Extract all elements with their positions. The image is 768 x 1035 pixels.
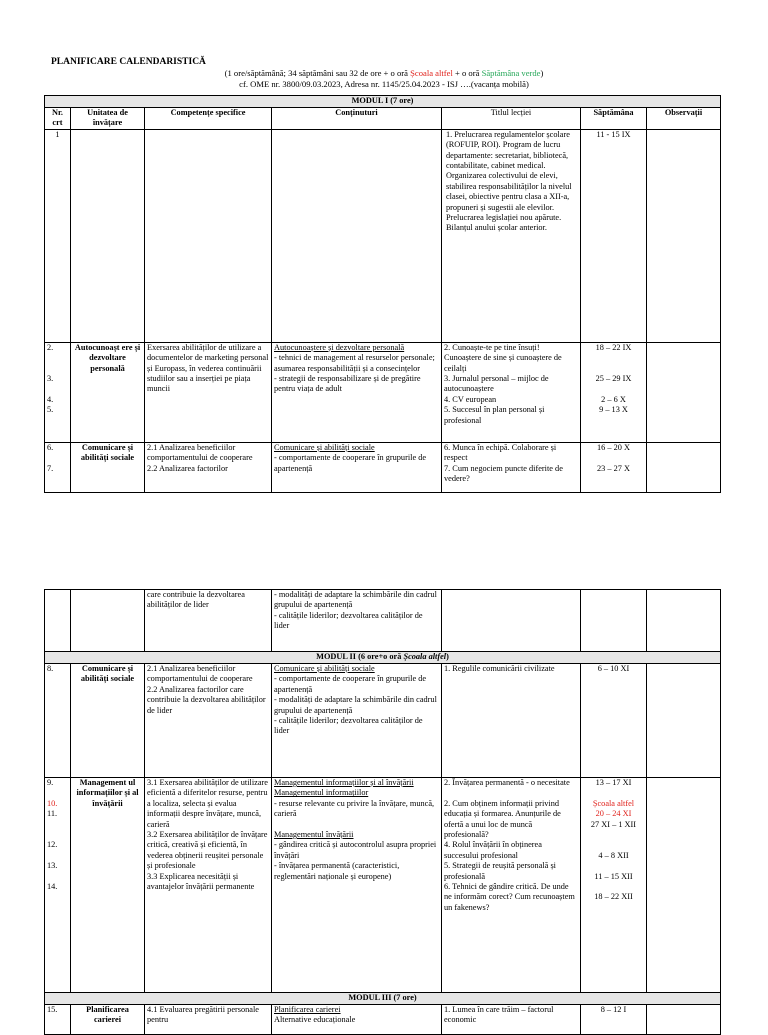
page-title: PLANIFICARE CALENDARISTICĂ bbox=[51, 57, 206, 67]
content-item: - comportamente de cooperare în grupurile de apartenență bbox=[274, 674, 427, 694]
module-row bbox=[45, 96, 721, 108]
col-contents: Conținuturi bbox=[272, 108, 442, 130]
unit-cell: Comunicare și abilități sociale bbox=[71, 442, 145, 492]
module-2-text-end: ) bbox=[446, 652, 449, 661]
row-number: 8. bbox=[45, 664, 71, 778]
content-cell bbox=[272, 590, 442, 652]
table-row bbox=[45, 590, 721, 652]
week-item: 25 – 29 IX bbox=[595, 374, 632, 383]
content-cell bbox=[272, 129, 442, 342]
competence-item: 2.2 Analizarea factorilor care contribuie la dezvoltarea abilităților de lider bbox=[147, 684, 266, 715]
lesson-cell bbox=[442, 442, 581, 492]
week-cell bbox=[581, 778, 647, 993]
week-item: 11 – 15 XII bbox=[594, 871, 633, 881]
competence-item: 2.1 Analizarea beneficiilor comportamentului de cooperare bbox=[147, 442, 253, 463]
content-item: - modalități de adaptare la schimbările din cadrul grupului de apartenență bbox=[274, 590, 437, 610]
lesson-item: 2. Învățarea permanentă - o necesitate bbox=[444, 778, 570, 787]
week-item: 9 – 13 X bbox=[599, 405, 628, 415]
week-item: 2 – 6 X bbox=[601, 394, 626, 404]
content-title: Comunicare și abilități sociale bbox=[274, 442, 375, 452]
nr-7: 7. bbox=[47, 463, 54, 473]
lesson-item: 3. Jurnalul personal – mijloc de autocunoaștere bbox=[444, 374, 549, 394]
row-number: 15. bbox=[45, 1005, 71, 1035]
content-item: - modalități de adaptare la schimbările din cadrul grupului de apartenență bbox=[274, 695, 437, 715]
row-numbers bbox=[45, 342, 71, 442]
lesson-item: 2. Cum obținem informații privind educația și formarea. Anunțurile de ofertă a unui loc de muncă profesională? bbox=[444, 798, 561, 840]
competence-item: 3.1 Exersarea abilităților de utilizare eficientă a diferitelor resurse, pentru a localiza, selecta și evalua informații despre învățare, muncă, carieră bbox=[147, 778, 268, 829]
lesson-cell: 1. Regulile comunicării civilizate bbox=[442, 664, 581, 778]
row-number bbox=[45, 590, 71, 652]
module-1-title: MODUL I (7 ore) bbox=[45, 96, 721, 108]
content-item: - gândirea critică și autocontrolul asupra propriei învățări bbox=[274, 840, 437, 860]
row-number: 1 bbox=[45, 129, 71, 342]
competence-cell: care contribuie la dezvoltarea abilităților de lider bbox=[145, 590, 272, 652]
lesson-cell: 1. Lumea în care trăim – factorul economic bbox=[442, 1005, 581, 1035]
unit-cell bbox=[71, 129, 145, 342]
nr-14: 14. bbox=[47, 881, 58, 891]
competence-item: 3.3 Explicarea necesității și avantajelor învățării permanente bbox=[147, 871, 255, 892]
table-row bbox=[45, 664, 721, 778]
row-numbers bbox=[45, 442, 71, 492]
week-item: 27 XI – 1 XII bbox=[590, 819, 637, 829]
nr-5: 5. bbox=[47, 405, 54, 415]
col-unit: Unitatea de învățare bbox=[71, 108, 145, 130]
week-cell bbox=[581, 342, 647, 442]
hours-text: (1 ore/săptămână; 34 săptămâni sau 32 de ore + o oră bbox=[224, 68, 411, 78]
unit-cell: Comunicare și abilități sociale bbox=[71, 664, 145, 778]
scoala-altfel-text: Școala altfel bbox=[410, 68, 453, 78]
lesson-cell: 1. Prelucrarea regulamentelor școlare (ROFUIP, ROI). Program de lucru departamente: secretariat, bibliotecă, contabilitate, cabinet medical. Organizarea colectivului de elevi, stabilirea responsabilităților la nivelul clasei, obiective pentru clasa a XII-a, propuneri și sugestii ale elevilor. Prelucrarea legislației nou apărute. Bilanțul anului școlar anterior. bbox=[442, 129, 581, 342]
module-3-title: MODUL III (7 ore) bbox=[45, 993, 721, 1005]
observation-cell bbox=[647, 129, 721, 342]
week-item: 4 – 8 XII bbox=[598, 850, 629, 860]
content-cell bbox=[272, 778, 442, 993]
content-cell bbox=[272, 442, 442, 492]
unit-cell: Autocunoașt ere și dezvoltare personală bbox=[71, 342, 145, 442]
competence-item: 3.2 Exersarea abilităților de învățare critică, creativă și eficientă, în vederea obținerii reușitei personale și profesionale bbox=[147, 830, 268, 871]
table-row bbox=[45, 778, 721, 993]
observation-cell bbox=[647, 1005, 721, 1035]
nr-2: 2. bbox=[47, 342, 54, 352]
content-item: - strategii de responsabilizare și de pregătire pentru viața de adult bbox=[274, 374, 421, 394]
content-title: Managementul informațiilor și al învățării bbox=[274, 778, 414, 787]
nr-10: 10. bbox=[47, 798, 58, 808]
module-2-text: MODUL II (6 ore+o oră bbox=[316, 652, 404, 661]
hours-text-2: + o oră bbox=[452, 68, 482, 78]
content-item: - tehnici de management al resurselor personale; asumarea responsabilității și a consecințelor bbox=[274, 353, 435, 373]
content-cell bbox=[272, 1005, 442, 1035]
planning-table-part-1 bbox=[44, 95, 721, 493]
header-row bbox=[45, 108, 721, 130]
week-item: 13 – 17 XI bbox=[595, 778, 632, 787]
nr-3: 3. bbox=[47, 374, 54, 383]
content-item: - comportamente de cooperare în grupurile de apartenență bbox=[274, 453, 427, 473]
lesson-item: 4. Rolul învățării în obținerea succesului profesional bbox=[444, 840, 542, 860]
content-subtitle: Managementul învățării bbox=[274, 830, 354, 840]
module-2-title bbox=[45, 652, 721, 664]
observation-cell bbox=[647, 778, 721, 993]
content-title: Comunicare și abilități sociale bbox=[274, 664, 375, 673]
unit-cell bbox=[71, 590, 145, 652]
hours-text-3: ) bbox=[540, 68, 544, 78]
unit-cell: Planificarea carierei bbox=[71, 1005, 145, 1035]
competence-item: 2.2 Analizarea factorilor bbox=[147, 463, 228, 473]
competence-cell: Exersarea abilităților de utilizare a documentelor de marketing personal și Europass, în vederea continuării studiilor sau a inserției pe piața muncii bbox=[145, 342, 272, 442]
content-item: - învățarea permanentă (caracteristici, reglementări naționale și europene) bbox=[274, 861, 400, 881]
competence-cell: 4.1 Evaluarea pregătirii personale pentru bbox=[145, 1005, 272, 1035]
observation-cell bbox=[647, 342, 721, 442]
lesson-item: 6. Munca în echipă. Colaborare și respect bbox=[444, 442, 557, 463]
week-cell: 8 – 12 I bbox=[581, 1005, 647, 1035]
lesson-cell bbox=[442, 778, 581, 993]
header-hours-line bbox=[0, 68, 768, 79]
lesson-item: 6. Tehnici de gândire critică. De unde ne informăm corect? Cum recunoaștem un fakenews? bbox=[444, 882, 575, 912]
nr-13: 13. bbox=[47, 861, 58, 871]
nr-12: 12. bbox=[47, 840, 58, 850]
table-row bbox=[45, 1005, 721, 1035]
row-numbers bbox=[45, 778, 71, 993]
week-scoala-altfel-dates: 20 – 24 XI bbox=[595, 809, 632, 819]
table-row bbox=[45, 342, 721, 442]
content-item: - calitățile liderilor; dezvoltarea calităților de lider bbox=[274, 716, 423, 736]
content-subtitle: Managementul informațiilor bbox=[274, 788, 369, 798]
lesson-cell bbox=[442, 590, 581, 652]
nr-6: 6. bbox=[47, 442, 54, 452]
col-week: Săptămâna bbox=[581, 108, 647, 130]
competence-item: 2.1 Analizarea beneficiilor comportamentului de cooperare bbox=[147, 664, 253, 684]
observation-cell bbox=[647, 664, 721, 778]
planning-table-part-2 bbox=[44, 589, 721, 1035]
content-item: - calitățile liderilor; dezvoltarea calităților de lider bbox=[274, 610, 423, 631]
col-competences: Competențe specifice bbox=[145, 108, 272, 130]
content-cell bbox=[272, 342, 442, 442]
competence-cell bbox=[145, 778, 272, 993]
week-cell: 11 - 15 IX bbox=[581, 129, 647, 342]
nr-4: 4. bbox=[47, 394, 54, 404]
lesson-item: 4. CV european bbox=[444, 394, 497, 404]
table-row bbox=[45, 442, 721, 492]
lesson-item: 5. Succesul în plan personal și profesional bbox=[444, 405, 545, 425]
week-cell bbox=[581, 590, 647, 652]
header-legal-line: cf. OME nr. 3800/09.03.2023, Adresa nr. 1145/25.04.2023 - ISJ ….(vacanța mobilă) bbox=[239, 79, 529, 89]
nr-9: 9. bbox=[47, 778, 54, 787]
week-item: 23 – 27 X bbox=[597, 463, 630, 473]
col-nr: Nr. crt bbox=[45, 108, 71, 130]
module-row bbox=[45, 993, 721, 1005]
observation-cell bbox=[647, 442, 721, 492]
week-item: 18 – 22 XII bbox=[594, 892, 633, 902]
lesson-cell bbox=[442, 342, 581, 442]
content-cell bbox=[272, 664, 442, 778]
lesson-item: 7. Cum negociem puncte diferite de vedere? bbox=[444, 463, 563, 484]
content-title: Autocunoaștere și dezvoltare personală bbox=[274, 342, 405, 352]
saptamana-verde-text: Săptămâna verde bbox=[481, 68, 541, 78]
nr-11: 11. bbox=[47, 809, 58, 819]
week-item: 18 – 22 IX bbox=[595, 342, 632, 352]
unit-cell: Management ul informațiilor și al învățării bbox=[71, 778, 145, 993]
competence-cell bbox=[145, 664, 272, 778]
week-cell: 6 – 10 XI bbox=[581, 664, 647, 778]
week-cell bbox=[581, 442, 647, 492]
observation-cell bbox=[647, 590, 721, 652]
module-row bbox=[45, 652, 721, 664]
lesson-item: 2. Cunoaște-te pe tine însuți! Cunoaștere de sine și cunoaștere de ceilalți bbox=[444, 342, 562, 373]
module-2-scoala-altfel: Școala altfel bbox=[403, 652, 447, 661]
table-row bbox=[45, 129, 721, 342]
content-title: Planificarea carierei bbox=[274, 1005, 341, 1014]
competence-cell bbox=[145, 129, 272, 342]
week-scoala-altfel: Școala altfel bbox=[592, 798, 635, 808]
week-item: 16 – 20 X bbox=[597, 442, 630, 452]
content-item: Alternative educaționale bbox=[274, 1015, 356, 1025]
col-observations: Observații bbox=[647, 108, 721, 130]
competence-cell bbox=[145, 442, 272, 492]
col-lesson-title: Titlul lecției bbox=[442, 108, 581, 130]
content-item: - resurse relevante cu privire la învățare, muncă, carieră bbox=[274, 798, 435, 819]
lesson-item: 5. Strategii de reușită personală și profesională bbox=[444, 861, 556, 881]
